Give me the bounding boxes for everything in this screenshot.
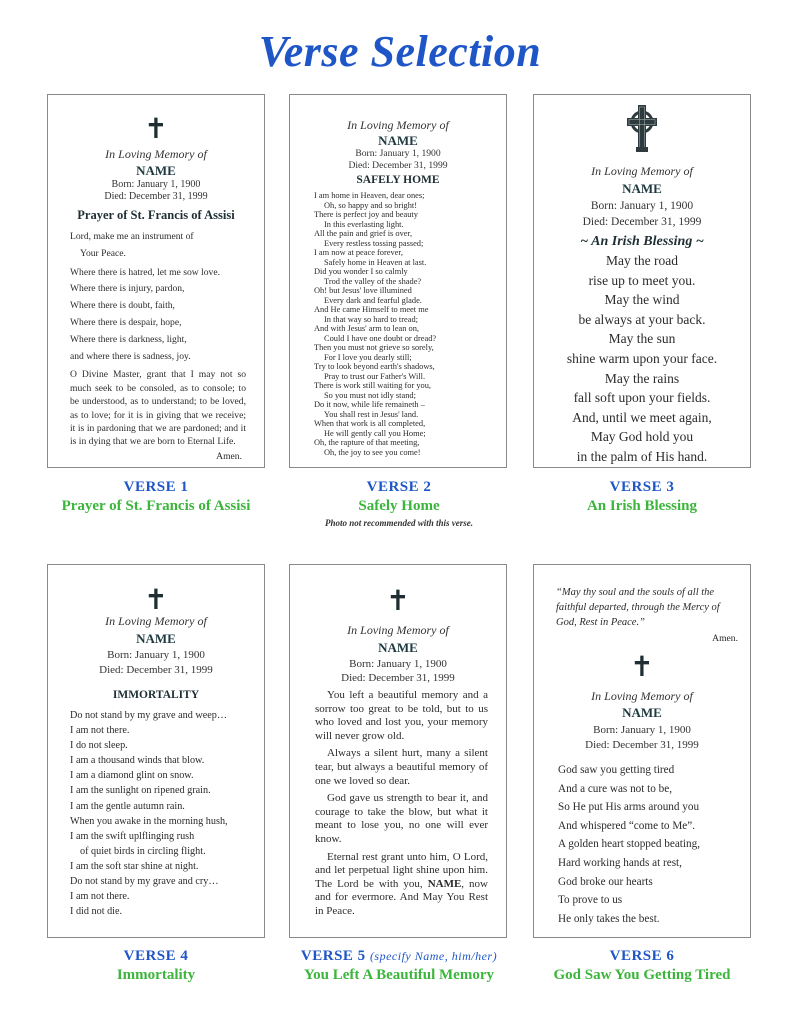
verse-text [70,708,254,919]
deceased-name: NAME [427,877,462,890]
verse-line: And whispered “come to Me”. [558,819,696,832]
cross-icon: ✝ [144,112,168,145]
verse-label-2 [285,479,513,528]
verse-line: Could I have one doubt or dread? [324,333,437,343]
verse-line: Every dark and fearful glade. [324,295,422,305]
verse-line: I am not there. [70,725,130,737]
quote-text: “May thy soul and the souls of all the faithful departed, through the Mercy of God, Rest in Peace.” [556,587,720,629]
verse-line: Then you must not grieve so sorely, [314,343,434,352]
verse-line: I am the gentle autumn rain. [70,800,185,812]
verse-line: be always at your back. [578,311,706,327]
verse-note: Photo not recommended with this verse. [324,518,473,528]
verse-line: I am the sunlight on ripened grain. [70,785,211,797]
verse-paragraph-a: Eternal rest grant unto him, O Lord, and let perpetual light shine upon him. The Lord be with you, [315,850,488,890]
verse-line: of quiet birds in circling flight. [80,845,206,857]
deceased-name: NAME [378,133,418,148]
verse-line: I am a thousand winds that blow. [70,755,205,767]
verse-card-5[interactable] [289,564,507,938]
verse-paragraph [315,851,488,919]
verse-number: VERSE 1 [123,479,189,495]
verse-line: Do it now, while life remaineth – [314,400,425,409]
verse-heading: Prayer of St. Francis of Assisi [77,208,235,222]
verse-line: I am the swift uplflinging rush [70,830,195,842]
verse-paragraph: God gave us strength to bear it, and courage to take the blow, but what it meant to lose you, no one will ever know. [315,792,488,845]
verse-spec: (specify Name, him/her) [369,949,498,963]
verse-paragraph: You left a beautiful memory and a sorrow too great to be told, but to us who loved and lost you, your memory will never grow old. [315,689,488,742]
verse-card-1[interactable] [47,94,265,468]
verse-line: rise up to meet you. [588,272,696,288]
verse-label-3 [528,479,756,515]
verse-line: Where there is hatred, let me sow love. [70,266,220,278]
in-loving-memory: In Loving Memory of [347,118,449,132]
verse-line: There is perfect joy and beauty [314,210,418,219]
verse-name: God Saw You Getting Tired [553,967,731,983]
verse-line: I am home in Heaven, dear ones; [314,191,425,200]
verse-text [558,761,742,928]
verse-heading: IMMORTALITY [112,689,200,701]
verse-line: And a cure was not to be, [558,782,673,795]
born-date: Born: January 1, 1900 [355,148,441,159]
deceased-name: NAME [378,640,418,655]
verse-number: VERSE 6 [609,948,675,964]
verse-line: You shall rest in Jesus' land. [324,409,419,419]
verse-line: In this everlasting light. [324,219,404,229]
verse-line: Do not stand by my grave and cry… [70,876,219,888]
verse-line: and where there is sadness, joy. [70,350,191,362]
verse-line: Hard working hands at rest, [558,856,682,869]
verse-text [314,191,498,457]
died-date: Died: December 31, 1999 [99,664,213,676]
verse-paragraph: Always a silent hurt, many a silent tear, but always a beautiful memory of one we loved so dear. [315,747,488,787]
verse-paragraph: O Divine Master, grant that I may not so much seek to be consoled, as to console; to be understood, as to understand; to be loved, as to love; for it is in giving that we receive; it is in pardoning that we are pardoned; and it is in dying that we are born to Eternal Life. [70,369,246,448]
verse-line: Safely home in Heaven at last. [324,257,427,267]
in-loving-memory: In Loving Memory of [105,614,207,628]
died-date: Died: December 31, 1999 [582,216,702,228]
verse-number: VERSE 5 [300,948,366,964]
dates [290,657,506,685]
died-date: Died: December 31, 1999 [585,739,699,751]
born-date: Born: January 1, 1900 [107,649,205,661]
verse-text [534,251,750,467]
celtic-cross-icon [624,103,660,153]
verse-name: Prayer of St. Francis of Assisi [61,498,251,514]
verse-line: fall soft upon your fields. [573,390,711,406]
verse-line: I am now at peace forever, [314,248,403,257]
died-date: Died: December 31, 1999 [348,159,448,171]
verse-paragraph-b: , now and for evermore. And May You Rest in Peace. [315,877,488,917]
verse-line: Where there is darkness, light, [70,333,187,345]
verse-line: In that way so hard to tread; [324,314,418,324]
verse-line: And He came Himself to meet me [314,305,429,314]
verse-number: VERSE 2 [366,479,432,495]
verse-line: I do not sleep. [70,740,128,752]
verse-line: So He put His arms around you [558,801,700,814]
verse-line: God saw you getting tired [558,764,675,776]
verse-heading: ~ An Irish Blessing ~ [580,234,704,249]
cross-icon: ✝ [630,650,654,683]
verse-line: in the palm of His hand. [576,448,708,464]
verse-line: Where there is injury, pardon, [70,283,185,295]
verse-card-2[interactable] [289,94,507,468]
verse-line: Every restless tossing passed; [324,238,424,248]
verse-line: When you awake in the morning hush, [70,815,228,827]
verse-line: When that work is all completed, [314,419,426,428]
page-title: Verse Selection [258,27,542,76]
verse-line: He will gently call you Home; [324,428,426,438]
verse-text [70,229,246,465]
dates [48,179,264,203]
in-loving-memory: In Loving Memory of [591,689,693,703]
deceased-name: NAME [622,705,662,720]
verse-line: I am the soft star shine at night. [70,860,199,872]
died-date: Died: December 31, 1999 [104,191,208,202]
verse-name: Immortality [116,967,196,983]
verse-name: Safely Home [358,498,440,514]
deceased-name: NAME [622,181,662,196]
dates [534,198,750,230]
cross-icon: ✝ [144,583,168,616]
verse-number: VERSE 3 [609,479,675,495]
verse-line: Where there is despair, hope, [70,316,182,328]
verse-line: Did you wonder I so calmly [314,267,408,276]
dates [290,148,506,171]
in-loving-memory: In Loving Memory of [105,147,207,161]
verse-line: Lord, make me an instrument of [70,231,194,242]
verse-label-4 [40,948,272,984]
born-date: Born: January 1, 1900 [593,724,691,736]
amen-text: Amen. [216,450,242,462]
verse-line: I am not there. [70,891,130,903]
verse-number: VERSE 4 [123,948,189,964]
verse-line: Your Peace. [80,247,126,259]
verse-quote [556,585,738,646]
verse-line: To prove to us [558,894,623,907]
verse-text [315,689,488,919]
verse-name: An Irish Blessing [586,498,698,514]
verse-line: shine warm upon your face. [566,350,718,366]
in-loving-memory: In Loving Memory of [591,164,693,178]
verse-line: May God hold you [590,429,694,445]
cross-icon: ✝ [386,584,410,617]
verse-label-6 [528,948,756,984]
verse-line: Where there is doubt, faith, [70,300,175,312]
verse-line: For I love you dearly still; [324,352,412,362]
verse-line: May the sun [608,331,676,347]
verse-line: So you must not idly stand; [324,390,416,400]
in-loving-memory: In Loving Memory of [347,623,449,637]
verse-card-3[interactable] [533,94,751,468]
verse-line: I am a diamond glint on snow. [70,770,194,782]
verse-label-1 [40,479,272,515]
verse-line: And with Jesus' arm to lean on, [314,324,420,333]
verse-line: Oh! but Jesus' love illumined [314,286,412,295]
verse-line: Pray to trust our Father's Will. [324,371,426,381]
deceased-name: NAME [136,631,176,646]
verse-line: May the rains [604,370,680,386]
verse-line: All the pain and grief is over, [314,229,413,238]
verse-line: God broke our hearts [558,875,653,888]
verse-card-6[interactable] [533,564,751,938]
verse-label-5 [285,948,513,984]
verse-line: Trod the valley of the shade? [324,276,422,286]
dates [534,723,750,753]
verse-line: Oh, the rapture of that meeting, [314,438,420,447]
born-date: Born: January 1, 1900 [590,200,694,212]
dates [48,648,264,678]
verse-line: He only takes the best. [558,912,660,925]
verse-heading: SAFELY HOME [356,174,440,186]
verse-number-row [285,948,513,965]
verse-line: A golden heart stopped beating, [558,838,700,851]
born-date: Born: January 1, 1900 [349,658,447,670]
verse-line: May the wind [604,292,680,308]
verse-line: And, until we meet again, [572,409,712,425]
verse-line: Do not stand by my grave and weep… [70,710,228,721]
verse-line: Oh, so happy and so bright! [324,200,418,210]
verse-line: There is work still waiting for you, [314,381,431,390]
verse-line: Oh, the joy to see you come! [324,447,421,457]
died-date: Died: December 31, 1999 [341,672,455,684]
verse-line: May the road [606,253,678,268]
deceased-name: NAME [136,163,176,178]
born-date: Born: January 1, 1900 [111,179,201,190]
amen-text: Amen. [712,632,738,644]
verse-card-4[interactable] [47,564,265,938]
verse-name: You Left A Beautiful Memory [304,967,494,983]
verse-line: I did not die. [70,906,123,918]
verse-line: Try to look beyond earth's shadows, [314,362,435,371]
